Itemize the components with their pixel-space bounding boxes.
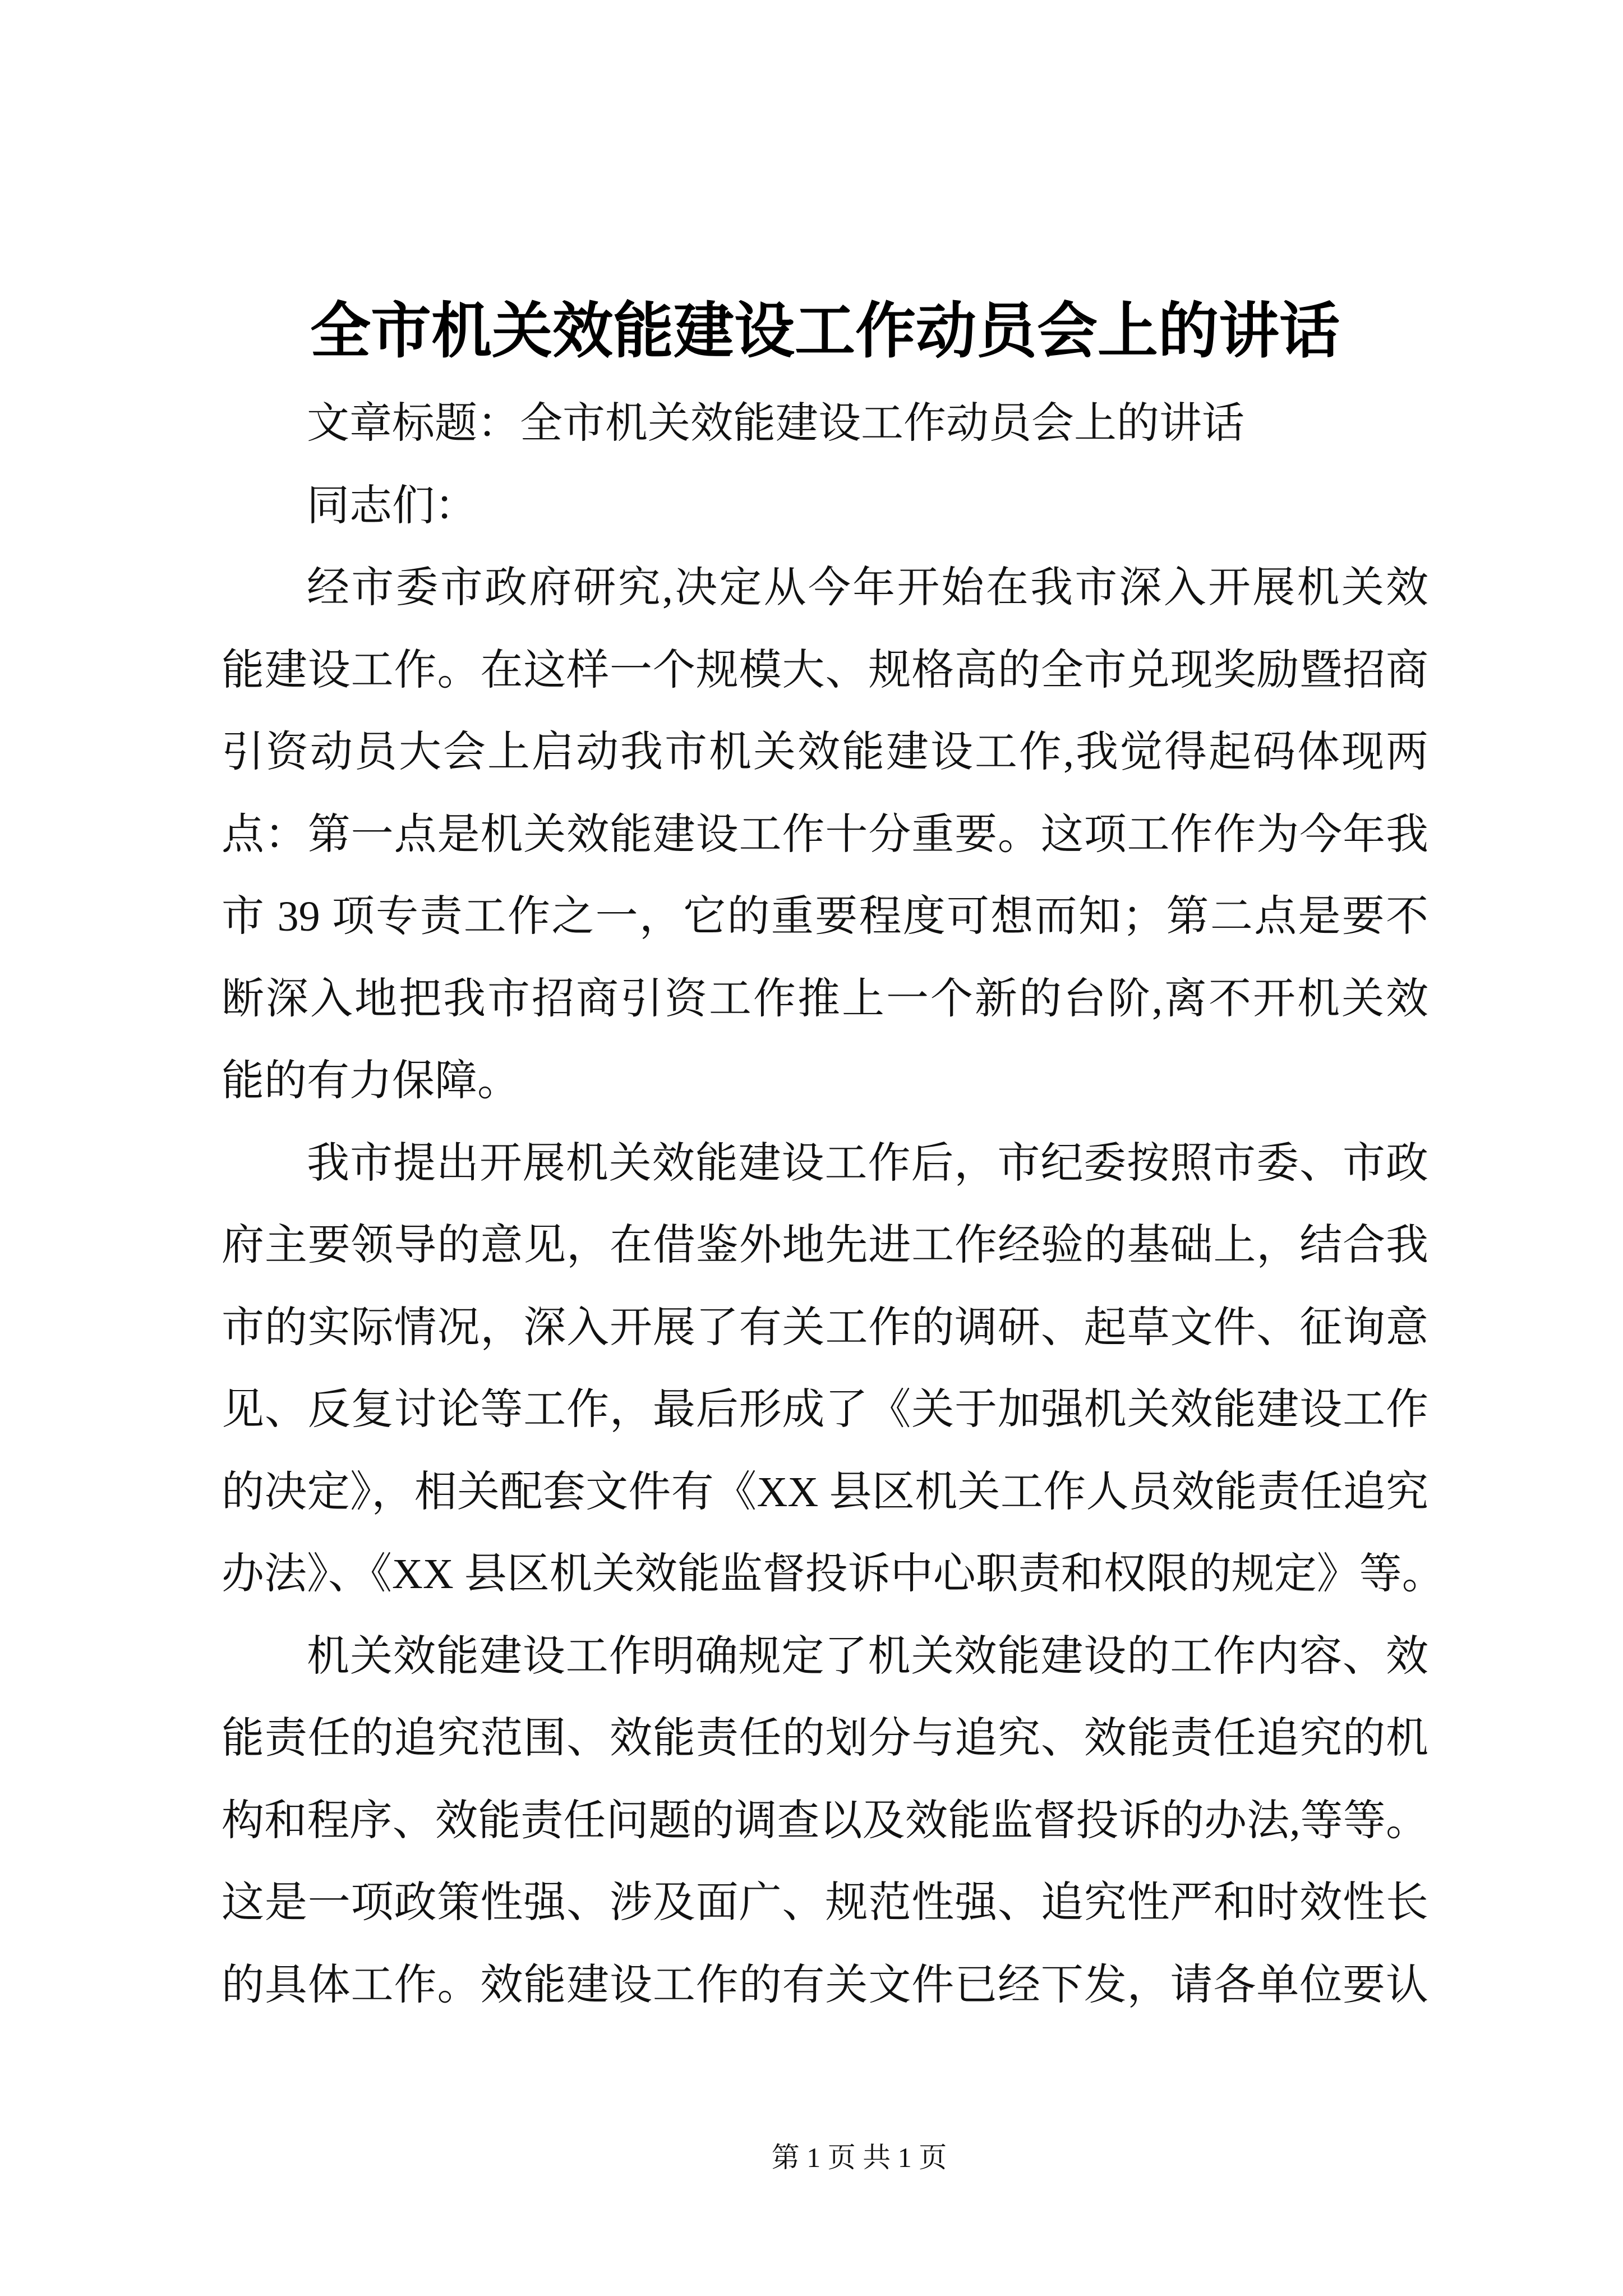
paragraph-2 [222, 1122, 1445, 1616]
paragraph-1 [222, 547, 1428, 1122]
document-body [222, 383, 1445, 2026]
text-line: 府主要领导的意见，在借鉴外地先进工作经验的基础上，结合我 [222, 1222, 1428, 1269]
text-line: 的决定》，相关配套文件有《XX 县区机关工作人员效能责任追究 [222, 1468, 1428, 1516]
text-line: 市 39 项专责工作之一，它的重要程度可想而知；第二点是要不 [222, 893, 1428, 940]
salutation: 同志们： [307, 482, 477, 530]
text-line: 能责任的追究范围、效能责任的划分与追究、效能责任追究的机 [222, 1715, 1428, 1762]
text-line: 机关效能建设工作明确规定了机关效能建设的工作内容、效 [307, 1632, 1428, 1680]
page-footer: 第 1 页 共 1 页 [771, 2142, 947, 2173]
text-line: 我市提出开展机关效能建设工作后，市纪委按照市委、市政 [307, 1139, 1428, 1187]
text-line: 构和程序、效能责任问题的调查以及效能监督投诉的办法,等等。 [222, 1797, 1428, 1844]
text-line: 市的实际情况，深入开展了有关工作的调研、起草文件、征询意 [222, 1304, 1428, 1351]
text-line: 能的有力保障。 [222, 1057, 520, 1105]
text-line: 这是一项政策性强、涉及面广、规范性强、追究性严和时效性长 [222, 1879, 1428, 1926]
text-line: 见、反复讨论等工作，最后形成了《关于加强机关效能建设工作 [222, 1386, 1428, 1433]
text-line: 断深入地把我市招商引资工作推上一个新的台阶,离不开机关效 [222, 975, 1428, 1023]
text-line: 能建设工作。在这样一个规模大、规格高的全市兑现奖励暨招商 [222, 646, 1428, 694]
page-title: 全市机关效能建设工作动员会上的讲话 [310, 298, 1340, 365]
article-title-line: 文章标题：全市机关效能建设工作动员会上的讲话 [307, 400, 1244, 447]
text-line: 引资动员大会上启动我市机关效能建设工作,我觉得起码体现两 [222, 729, 1428, 776]
paragraph-3 [222, 1616, 1428, 2027]
text-line: 点：第一点是机关效能建设工作十分重要。这项工作作为今年我 [222, 811, 1428, 858]
text-line: 的具体工作。效能建设工作的有关文件已经下发，请各单位要认 [222, 1961, 1428, 2009]
text-line: 办法》、《XX 县区机关效能监督投诉中心职责和权限的规定》等。 [222, 1550, 1445, 1598]
text-line: 经市委市政府研究,决定从今年开始在我市深入开展机关效 [307, 564, 1428, 611]
